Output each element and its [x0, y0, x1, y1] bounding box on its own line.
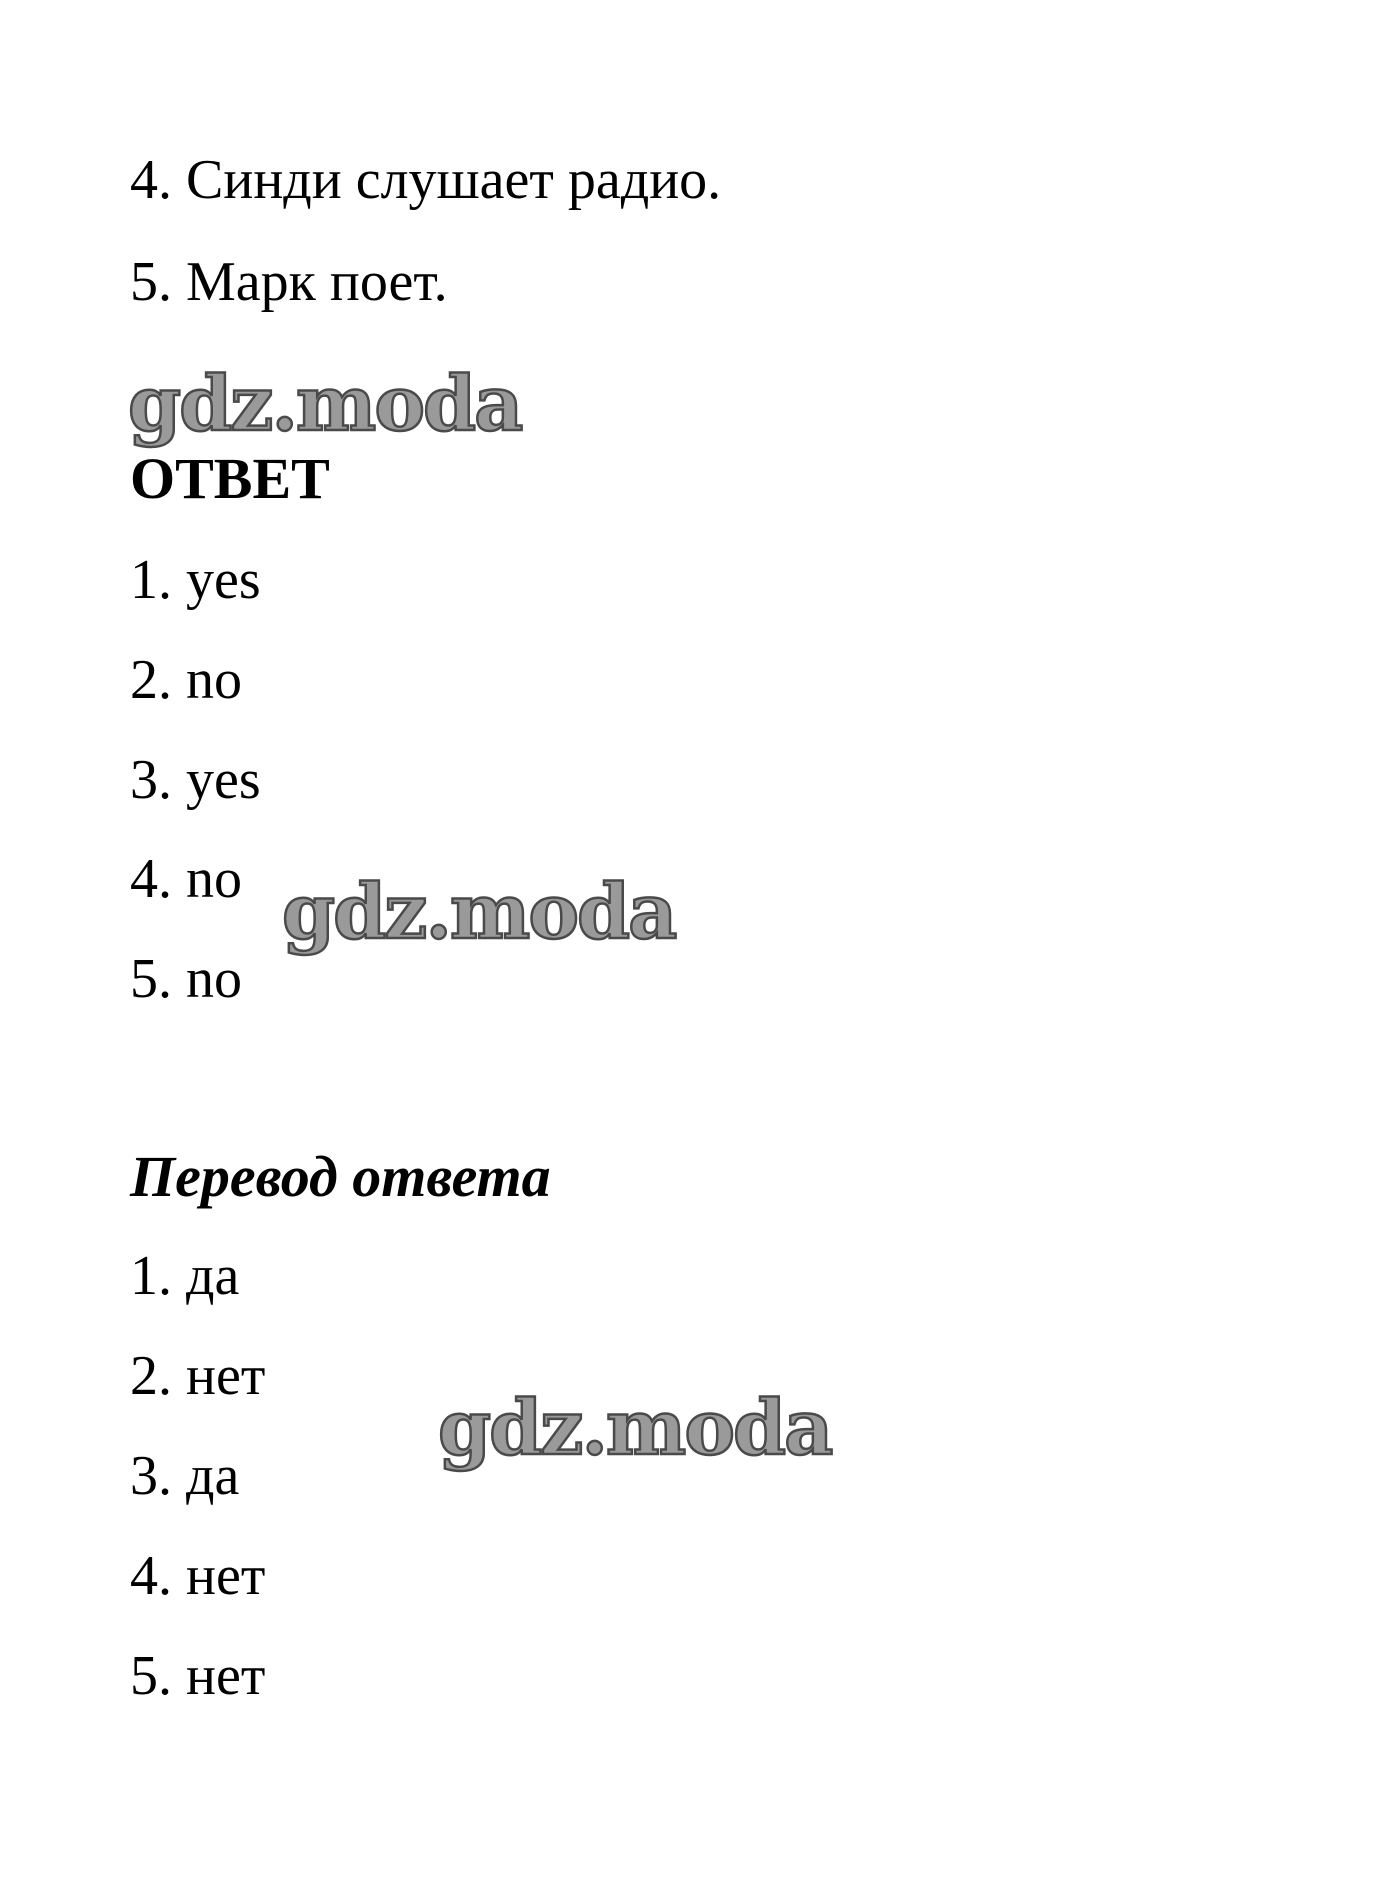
sentence-line-4: 4. Синди слушает радио. — [130, 149, 722, 211]
answer-item-3: 3. yes — [130, 749, 261, 811]
answer-item-1: 1. yes — [130, 549, 261, 611]
sentence-line-5: 5. Марк поет. — [130, 251, 448, 313]
answer-item-4: 4. no — [130, 848, 242, 910]
answer-item-5: 5. no — [130, 948, 242, 1010]
watermark-logo-text: gdz.moda — [282, 867, 676, 956]
translation-item-2: 2. нет — [130, 1345, 266, 1407]
watermark-logo — [128, 359, 528, 448]
translation-item-5: 5. нет — [130, 1645, 266, 1707]
watermark-logo — [282, 867, 682, 956]
watermark-logo-text: gdz.moda — [128, 359, 522, 448]
translation-item-4: 4. нет — [130, 1545, 266, 1607]
translation-heading: Перевод ответа — [130, 1144, 551, 1209]
answer-heading: ОТВЕТ — [130, 446, 330, 511]
answer-item-2: 2. no — [130, 649, 242, 711]
translation-item-3: 3. да — [130, 1445, 240, 1507]
translation-item-1: 1. да — [130, 1245, 240, 1307]
watermark-logo — [438, 1383, 838, 1472]
watermark-logo-text: gdz.moda — [438, 1383, 832, 1472]
